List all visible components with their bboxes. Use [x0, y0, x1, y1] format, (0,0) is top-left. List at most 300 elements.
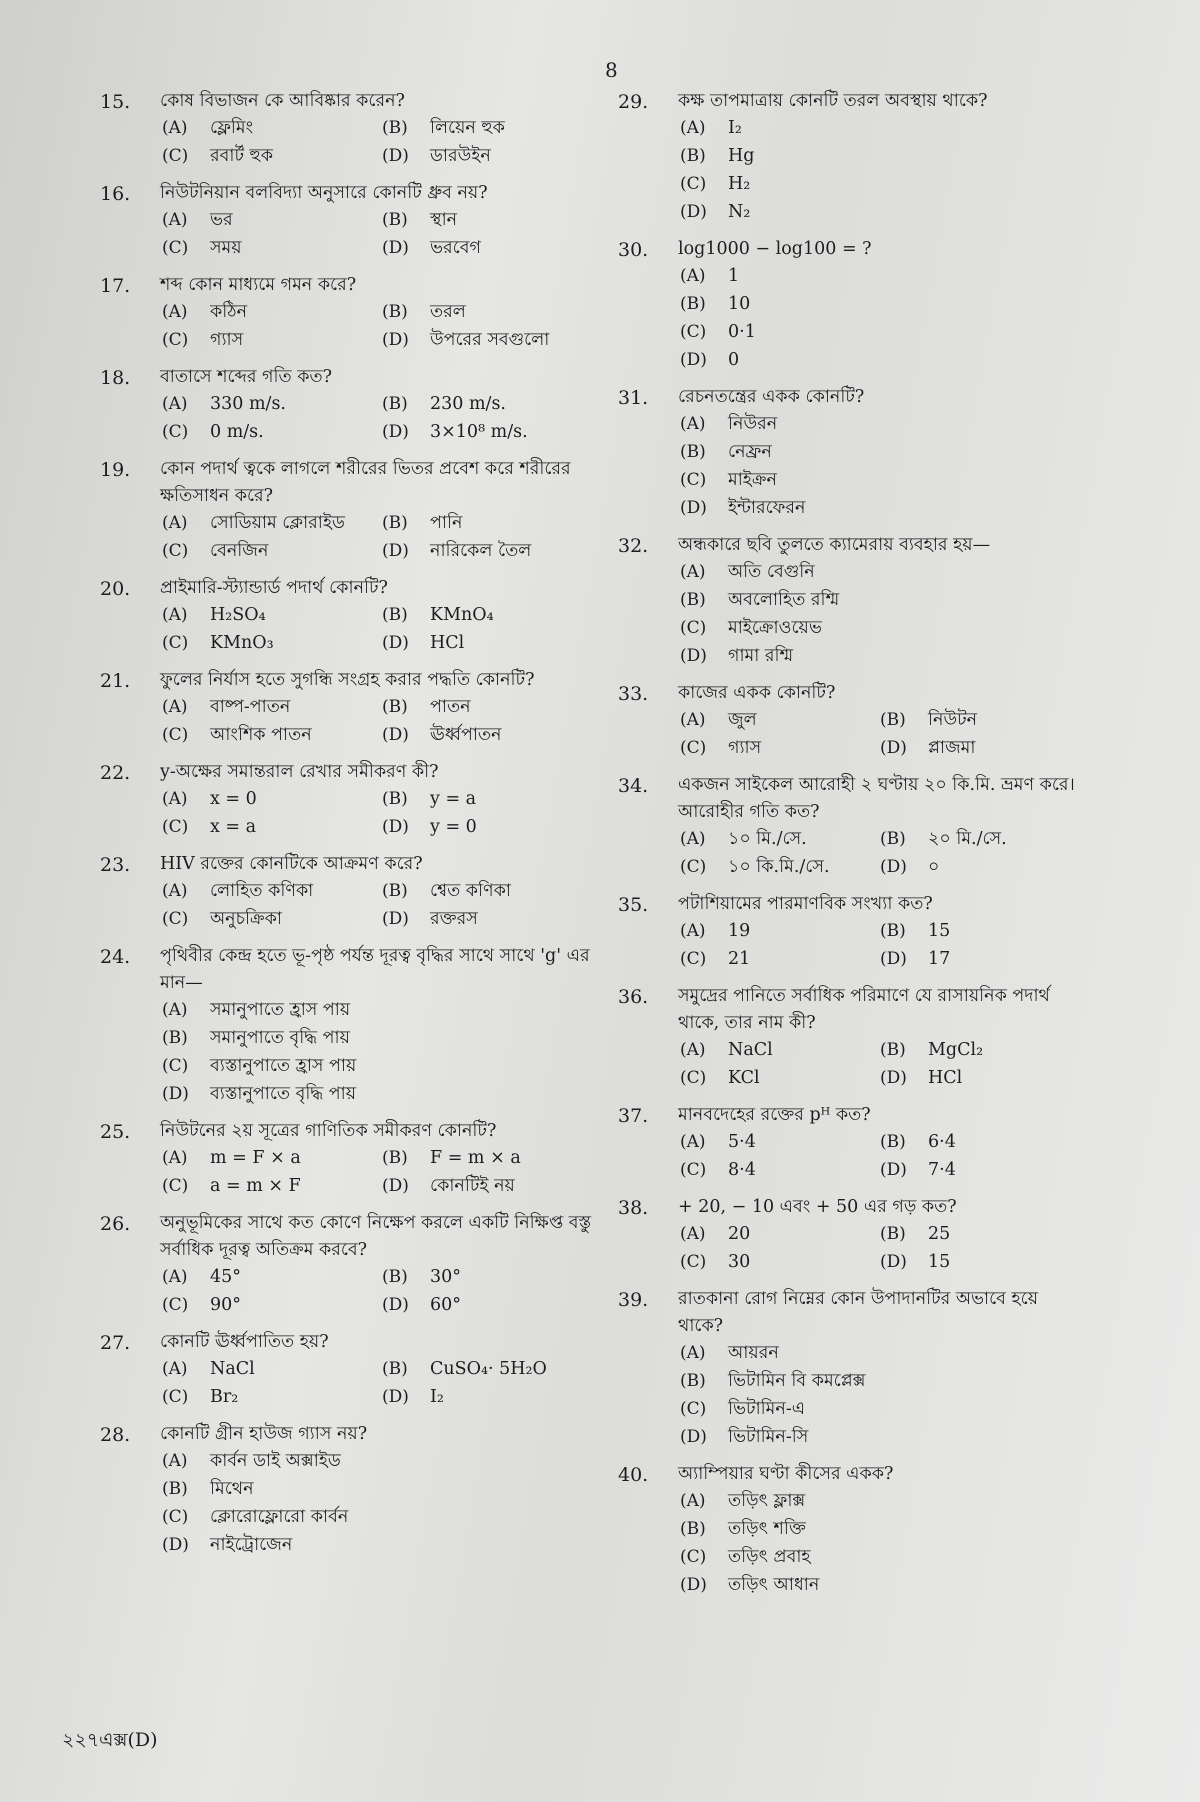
answer-option [382, 878, 622, 905]
option-letter: (D) [880, 738, 907, 758]
question-text: পটাশিয়ামের পারমাণবিক সংখ্যা কত? [678, 894, 933, 914]
option-text: 30° [430, 1267, 462, 1287]
answer-option [880, 946, 1080, 973]
option-letter: (D) [680, 202, 707, 222]
answer-option [382, 1384, 622, 1411]
answer-option [382, 1264, 622, 1291]
answer-option [680, 615, 1088, 642]
option-text: ব্যস্তানুপাতে বৃদ্ধি পায় [210, 1084, 357, 1104]
answer-option [162, 115, 382, 142]
option-text: পাতন [430, 697, 471, 717]
option-text: 17 [928, 949, 951, 969]
option-letter: (C) [680, 949, 707, 969]
option-text: y = 0 [430, 817, 477, 837]
options [162, 115, 620, 170]
option-text: পানি [430, 513, 463, 533]
answer-option [382, 906, 622, 933]
option-letter: (C) [162, 817, 189, 837]
answer-option [382, 630, 622, 657]
option-text: 0·1 [728, 322, 756, 342]
option-letter: (D) [382, 1176, 409, 1196]
option-text: 7·4 [928, 1160, 956, 1180]
answer-option [162, 143, 382, 170]
answer-option [680, 411, 1088, 438]
option-letter: (D) [162, 1535, 189, 1555]
answer-option [680, 1249, 880, 1276]
option-letter: (A) [680, 1491, 706, 1511]
answer-option [680, 707, 880, 734]
option-text: ফ্লেমিং [210, 118, 254, 138]
option-text: ক্লোরোফ্লোরো কার্বন [210, 1507, 349, 1527]
answer-option [680, 199, 1088, 226]
option-letter: (C) [162, 725, 189, 745]
option-letter: (A) [162, 1451, 188, 1471]
option-letter: (C) [162, 146, 189, 166]
option-letter: (A) [680, 118, 706, 138]
question-text: অন্ধকারে ছবি তুলতে ক্যামেরায় ব্যবহার হয়— [678, 535, 991, 555]
option-letter: (C) [162, 541, 189, 561]
question-text: HIV রক্তের কোনটিকে আক্রমণ করে? [160, 854, 423, 874]
question-item [618, 384, 1088, 522]
question-text: রাতকানা রোগ নিম্নের কোন উপাদানটির অভাবে হয়ে থাকে? [678, 1289, 1039, 1336]
answer-option [680, 319, 1088, 346]
option-letter: (B) [382, 1359, 408, 1379]
option-letter: (D) [162, 1084, 189, 1104]
answer-option [680, 1396, 1088, 1423]
option-letter: (A) [680, 1224, 706, 1244]
question-item [100, 667, 620, 749]
answer-option [680, 171, 1088, 198]
left-column [100, 88, 620, 1569]
answer-option [382, 299, 622, 326]
option-text: 1 [728, 266, 740, 286]
question-text: একজন সাইকেল আরোহী ২ ঘণ্টায় ২০ কি.মি. ভ্রমণ করে। আরোহীর গতি কত? [678, 775, 1075, 822]
option-letter: (C) [162, 1507, 189, 1527]
option-letter: (B) [880, 921, 906, 941]
option-text: গ্যাস [210, 330, 244, 350]
options [162, 1448, 620, 1559]
question-text: কোনটি গ্রীন হাউজ গ্যাস নয়? [160, 1424, 368, 1444]
option-text: সমানুপাতে হ্রাস পায় [210, 1000, 351, 1020]
answer-option [382, 722, 622, 749]
answer-option [680, 495, 1088, 522]
option-text: 8·4 [728, 1160, 756, 1180]
option-text: HCl [430, 633, 465, 653]
answer-option [162, 602, 382, 629]
option-letter: (D) [382, 330, 409, 350]
option-letter: (A) [162, 210, 188, 230]
option-text: 15 [928, 1252, 951, 1272]
option-text: কঠিন [210, 302, 248, 322]
options [162, 299, 620, 354]
question-text: অ্যাম্পিয়ার ঘণ্টা কীসের একক? [678, 1464, 894, 1484]
answer-option [880, 1221, 1080, 1248]
question-text: কোনটি ঊর্ধ্বপাতিত হয়? [160, 1332, 329, 1352]
option-text: আংশিক পাতন [210, 725, 312, 745]
option-letter: (B) [680, 590, 706, 610]
option-text: রক্তরস [430, 909, 478, 929]
question-number: 29. [618, 91, 649, 113]
answer-option [382, 786, 622, 813]
question-number: 22. [100, 762, 131, 784]
option-letter: (B) [382, 697, 408, 717]
answer-option [880, 1129, 1080, 1156]
option-letter: (C) [162, 1176, 189, 1196]
option-text: মিথেন [210, 1479, 254, 1499]
footer-code: ২২৭এক্স(D) [62, 1729, 158, 1751]
answer-option [382, 510, 622, 537]
option-text: লোহিত কণিকা [210, 881, 314, 901]
option-text: তরল [430, 302, 466, 322]
option-text: F = m × a [430, 1148, 521, 1168]
option-letter: (A) [162, 881, 188, 901]
answer-option [880, 1157, 1080, 1184]
question-text: রেচনতন্ত্রের একক কোনটি? [678, 387, 865, 407]
option-letter: (C) [680, 1547, 707, 1567]
option-text: 0 [728, 350, 740, 370]
option-letter: (B) [880, 829, 906, 849]
option-text: H₂SO₄ [210, 605, 266, 625]
option-letter: (A) [162, 513, 188, 533]
option-text: NaCl [728, 1040, 773, 1060]
answer-option [680, 559, 1088, 586]
option-letter: (A) [680, 414, 706, 434]
question-item [100, 851, 620, 933]
options [680, 263, 1088, 374]
question-number: 17. [100, 275, 131, 297]
question-item [100, 180, 620, 262]
option-letter: (C) [680, 1160, 707, 1180]
question-number: 37. [618, 1105, 649, 1127]
option-letter: (B) [680, 442, 706, 462]
question-item [100, 943, 620, 1108]
option-letter: (B) [382, 1148, 408, 1168]
answer-option [162, 510, 382, 537]
option-letter: (B) [880, 1224, 906, 1244]
option-letter: (D) [382, 146, 409, 166]
option-text: ২০ মি./সে. [928, 829, 1007, 849]
option-text: ভর [210, 210, 233, 230]
question-text: log1000 − log100 = ? [678, 239, 872, 259]
question-number: 38. [618, 1197, 649, 1219]
option-text: N₂ [728, 202, 751, 222]
question-number: 31. [618, 387, 649, 409]
option-letter: (D) [680, 498, 707, 518]
option-letter: (B) [382, 789, 408, 809]
question-number: 39. [618, 1289, 649, 1311]
question-text: প্রাইমারি-স্ট্যান্ডার্ড পদার্থ কোনটি? [160, 578, 388, 598]
question-number: 15. [100, 91, 131, 113]
option-letter: (D) [382, 633, 409, 653]
answer-option [680, 1516, 1088, 1543]
answer-option [680, 1065, 880, 1092]
answer-option [880, 826, 1080, 853]
option-text: নিউটন [928, 710, 978, 730]
question-item [618, 1461, 1088, 1599]
question-number: 28. [100, 1424, 131, 1446]
option-letter: (B) [680, 294, 706, 314]
option-text: 30 [728, 1252, 751, 1272]
question-number: 20. [100, 578, 131, 600]
option-text: MgCl₂ [928, 1040, 984, 1060]
question-item [100, 364, 620, 446]
option-text: ০ [928, 857, 940, 877]
option-text: Hg [728, 146, 755, 166]
option-letter: (C) [162, 1056, 189, 1076]
question-number: 25. [100, 1121, 131, 1143]
option-text: I₂ [430, 1387, 444, 1407]
option-letter: (C) [162, 1387, 189, 1407]
answer-option [382, 115, 622, 142]
question-item [618, 891, 1088, 973]
option-text: 60° [430, 1295, 462, 1315]
option-text: ১০ মি./সে. [728, 829, 807, 849]
option-text: শ্বেত কণিকা [430, 881, 511, 901]
option-text: KMnO₃ [210, 633, 274, 653]
answer-option [880, 735, 1080, 762]
answer-option [162, 1292, 382, 1319]
question-number: 36. [618, 986, 649, 1008]
option-letter: (D) [880, 1252, 907, 1272]
option-text: x = 0 [210, 789, 257, 809]
answer-option [382, 1145, 622, 1172]
options [680, 1037, 1088, 1092]
answer-option [680, 587, 1088, 614]
option-letter: (A) [162, 1148, 188, 1168]
option-text: 19 [728, 921, 751, 941]
answer-option [880, 918, 1080, 945]
option-text: ভরবেগ [430, 238, 481, 258]
option-text: ইন্টারফেরন [728, 498, 806, 518]
option-letter: (B) [382, 1267, 408, 1287]
option-text: 3×10⁸ m/s. [430, 422, 528, 442]
question-item [100, 456, 620, 565]
page-number: 8 [605, 58, 618, 82]
option-text: CuSO₄· 5H₂O [430, 1359, 547, 1379]
question-text: বাতাসে শব্দের গতি কত? [160, 367, 332, 387]
option-text: লিয়েন হুক [430, 118, 505, 138]
question-text: কক্ষ তাপমাত্রায় কোনটি তরল অবস্থায় থাকে? [678, 91, 988, 111]
question-text: মানবদেহের রক্তের pᴴ কত? [678, 1105, 871, 1125]
option-letter: (D) [680, 1575, 707, 1595]
question-item [618, 88, 1088, 226]
option-text: 21 [728, 949, 751, 969]
option-text: 20 [728, 1224, 751, 1244]
question-item [618, 1194, 1088, 1276]
question-item [100, 759, 620, 841]
option-letter: (D) [382, 422, 409, 442]
option-letter: (B) [880, 710, 906, 730]
option-text: নেফ্রন [728, 442, 772, 462]
question-number: 30. [618, 239, 649, 261]
option-text: তড়িৎ ফ্লাক্স [728, 1491, 806, 1511]
option-letter: (D) [382, 1387, 409, 1407]
answer-option [162, 207, 382, 234]
options [162, 997, 620, 1108]
option-letter: (C) [162, 633, 189, 653]
option-letter: (B) [382, 302, 408, 322]
option-letter: (A) [680, 710, 706, 730]
question-text: y-অক্ষের সমান্তরাল রেখার সমীকরণ কী? [160, 762, 439, 782]
option-letter: (B) [382, 605, 408, 625]
answer-option [162, 1081, 620, 1108]
option-text: 10 [728, 294, 751, 314]
answer-option [680, 115, 1088, 142]
answer-option [680, 1157, 880, 1184]
option-text: KCl [728, 1068, 760, 1088]
option-letter: (C) [162, 422, 189, 442]
options [162, 391, 620, 446]
question-number: 33. [618, 683, 649, 705]
answer-option [162, 1356, 382, 1383]
option-text: 45° [210, 1267, 242, 1287]
option-letter: (D) [382, 238, 409, 258]
option-letter: (C) [680, 174, 707, 194]
answer-option [382, 419, 622, 446]
question-text: অনুভূমিকের সাথে কত কোণে নিক্ষেপ করলে একটি নিক্ষিপ্ত বস্তু সর্বাধিক দূরত্ব অতিক্রম করবে? [160, 1213, 592, 1260]
option-letter: (D) [880, 1068, 907, 1088]
option-text: HCl [928, 1068, 963, 1088]
question-item [100, 575, 620, 657]
answer-option [162, 997, 620, 1024]
option-text: গ্যাস [728, 738, 762, 758]
option-letter: (D) [680, 1427, 707, 1447]
question-text: + 20, − 10 এবং + 50 এর গড় কত? [678, 1197, 957, 1217]
answer-option [680, 143, 1088, 170]
question-item [100, 272, 620, 354]
question-text: নিউটনিয়ান বলবিদ্যা অনুসারে কোনটি ধ্রুব নয়? [160, 183, 488, 203]
question-number: 40. [618, 1464, 649, 1486]
answer-option [680, 918, 880, 945]
answer-option [162, 1145, 382, 1172]
answer-option [162, 419, 382, 446]
option-letter: (B) [680, 146, 706, 166]
option-letter: (A) [680, 266, 706, 286]
question-number: 16. [100, 183, 131, 205]
options [680, 1340, 1088, 1451]
option-letter: (B) [880, 1040, 906, 1060]
answer-option [680, 826, 880, 853]
option-text: গামা রশ্মি [728, 646, 794, 666]
answer-option [382, 814, 622, 841]
option-letter: (C) [680, 738, 707, 758]
option-letter: (A) [162, 302, 188, 322]
option-letter: (D) [880, 857, 907, 877]
answer-option [680, 263, 1088, 290]
option-letter: (D) [382, 1295, 409, 1315]
answer-option [162, 1532, 620, 1559]
answer-option [162, 786, 382, 813]
option-text: নারিকেল তৈল [430, 541, 532, 561]
question-item [618, 983, 1088, 1092]
answer-option [880, 854, 1080, 881]
question-text: সমুদ্রের পানিতে সর্বাধিক পরিমাণে যে রাসায়নিক পদার্থ থাকে, তার নাম কী? [678, 986, 1050, 1033]
answer-option [680, 1129, 880, 1156]
question-item [618, 236, 1088, 374]
answer-option [680, 1368, 1088, 1395]
answer-option [382, 327, 622, 354]
answer-option [680, 1037, 880, 1064]
option-letter: (D) [382, 541, 409, 561]
option-text: তড়িৎ শক্তি [728, 1519, 806, 1539]
answer-option [382, 391, 622, 418]
option-text: ঊর্ধ্বপাতন [430, 725, 502, 745]
options [162, 786, 620, 841]
option-text: নাইট্রোজেন [210, 1535, 293, 1555]
question-number: 19. [100, 459, 131, 481]
option-letter: (D) [880, 1160, 907, 1180]
answer-option [382, 1173, 622, 1200]
option-text: ভিটামিন-সি [728, 1427, 809, 1447]
option-letter: (D) [680, 646, 707, 666]
question-number: 21. [100, 670, 131, 692]
option-letter: (B) [680, 1519, 706, 1539]
option-letter: (C) [680, 322, 707, 342]
option-text: প্লাজমা [928, 738, 976, 758]
option-letter: (A) [680, 1343, 706, 1363]
answer-option [680, 854, 880, 881]
question-item [618, 680, 1088, 762]
option-letter: (C) [680, 1252, 707, 1272]
option-text: সোডিয়াম ক্লোরাইড [210, 513, 345, 533]
option-letter: (C) [680, 1399, 707, 1419]
question-item [100, 1118, 620, 1200]
option-letter: (C) [162, 909, 189, 929]
option-letter: (A) [162, 394, 188, 414]
answer-option [880, 1037, 1080, 1064]
option-letter: (D) [382, 725, 409, 745]
option-letter: (A) [162, 789, 188, 809]
option-text: নিউরন [728, 414, 778, 434]
option-text: কার্বন ডাই অক্সাইড [210, 1451, 341, 1471]
question-item [618, 1102, 1088, 1184]
answer-option [680, 1221, 880, 1248]
question-text: কোন পদার্থ ত্বকে লাগলে শরীরের ভিতর প্রবেশ করে শরীরের ক্ষতিসাধন করে? [160, 459, 571, 506]
options [162, 1356, 620, 1411]
option-letter: (D) [680, 350, 707, 370]
question-number: 32. [618, 535, 649, 557]
option-text: KMnO₄ [430, 605, 494, 625]
option-letter: (A) [680, 1132, 706, 1152]
option-text: x = a [210, 817, 257, 837]
option-text: 330 m/s. [210, 394, 286, 414]
answer-option [162, 722, 382, 749]
answer-option [162, 1504, 620, 1531]
options [162, 602, 620, 657]
option-letter: (C) [162, 1295, 189, 1315]
options [162, 510, 620, 565]
question-item [100, 1421, 620, 1559]
option-letter: (B) [880, 1132, 906, 1152]
question-item [618, 532, 1088, 670]
answer-option [162, 1264, 382, 1291]
option-text: সমানুপাতে বৃদ্ধি পায় [210, 1028, 350, 1048]
answer-option [382, 143, 622, 170]
option-text: তড়িৎ প্রবাহ [728, 1547, 811, 1567]
option-text: ভিটামিন বি কমপ্লেক্স [728, 1371, 866, 1391]
options [680, 115, 1088, 226]
option-text: 6·4 [928, 1132, 956, 1152]
option-text: 25 [928, 1224, 951, 1244]
option-letter: (B) [382, 881, 408, 901]
question-text: ফুলের নির্যাস হতে সুগন্ধি সংগ্রহ করার পদ্ধতি কোনটি? [160, 670, 535, 690]
option-text: মাইক্রন [728, 470, 777, 490]
option-letter: (D) [382, 817, 409, 837]
question-text: পৃথিবীর কেন্দ্র হতে ভূ-পৃষ্ঠ পর্যন্ত দূরত্ব বৃদ্ধির সাথে সাথে 'g' এর মান— [160, 946, 590, 993]
option-text: 15 [928, 921, 951, 941]
option-letter: (A) [162, 1267, 188, 1287]
answer-option [680, 735, 880, 762]
